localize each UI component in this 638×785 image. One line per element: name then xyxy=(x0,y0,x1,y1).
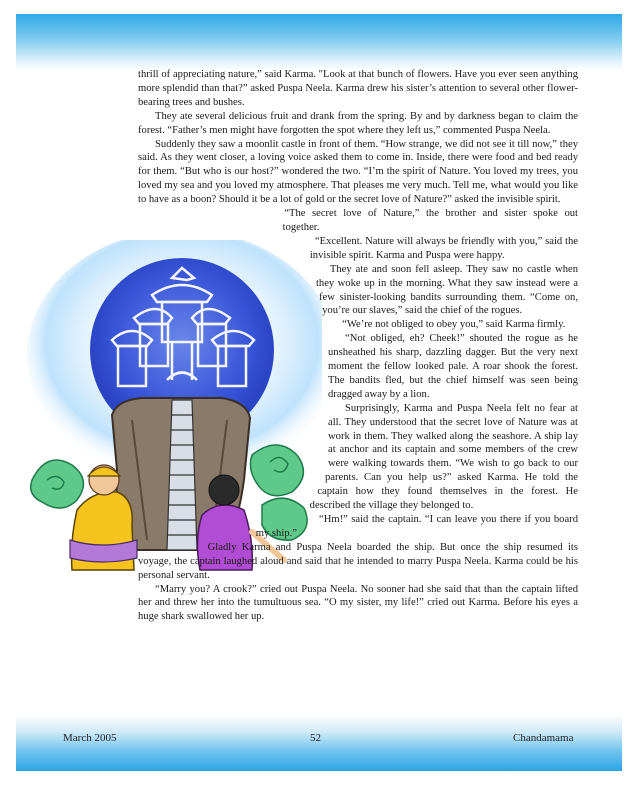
story-paragraph: “The secret love of Nature,” the brother and sister spoke out together. xyxy=(282,208,578,233)
story-paragraph: “We’re not obliged to obey you,” said Karma firmly. xyxy=(342,319,566,331)
story-paragraph: Gladly Karma and Puspa Neela boarded the ship. But once the ship resumed its voyage, the captain laughed aloud and said that he intended to marry Puspa Neela. Karma could be his personal servant. xyxy=(138,541,578,581)
footer-magazine-name: Chandamama xyxy=(513,732,574,744)
story-paragraph: “Hm!” said the captain. “I can leave you there if you board my ship.” xyxy=(255,514,578,539)
story-paragraph: They ate and soon fell asleep. They saw no castle when they woke up in the morning. What they saw instead were a few sinister-looking bandits surrounding them. “Come on, you’re our slaves,” said the chief of the rogues. xyxy=(315,263,578,317)
story-paragraph: They ate several delicious fruit and drank from the spring. By and by darkness began to claim the forest. “Father’s men might have forgotten the spot where they left us,” commented Puspa Neela. xyxy=(138,110,578,136)
top-decorative-band xyxy=(16,14,622,70)
story-paragraph: “Not obliged, eh? Cheek!” shouted the rogue as he unsheathed his sharp, dazzling dagger. But the very next moment the fellow looked pale. A roar shook the forest. The bandits fled, but the chief himself was seen being dragged away by a lion. xyxy=(328,333,578,400)
footer-date: March 2005 xyxy=(63,732,117,744)
story-paragraph: “Marry you? A crook?” cried out Puspa Neela. No sooner had she said that than the captain lifted her and threw her into the tumultuous sea. “O my sister, my life!” cried out Karma. Before his eyes a huge shark swallowed her up. xyxy=(138,583,578,623)
story-paragraph: thrill of appreciating nature,” said Karma. "Look at that bunch of flowers. Have you ever seen anything more splendid than that?” asked Puspa Neela. Karma drew his sister’s attention to several other flower-bearing trees and bushes. xyxy=(138,69,578,108)
story-paragraph: “Excellent. Nature will always be friendly with you,” said the invisible spirit. Karma and Puspa were happy. xyxy=(309,235,578,261)
story-paragraph: Suddenly they saw a moonlit castle in front of them. “How strange, we did not see it till now,” they said. As they went closer, a loving voice asked them to come in. Inside, there were food and bed ready for them. “But who is our host?” wondered the two. “I’m the spirit of Nature. You loved my trees, you loved my sea and you loved my atmosphere. That pleases me very much. Tell me, what would you like to have as a boon? Should it be a lot of gold or the secret love of Nature?” asked the invisible spirit. xyxy=(138,138,578,206)
footer-page-number: 52 xyxy=(310,732,321,744)
story-text xyxy=(138,68,578,624)
story-paragraph: Surprisingly, Karma and Puspa Neela felt no fear at all. They understood that the secret love of Nature was at work in them. They walked along the seashore. A ship lay at anchor and its captain and some members of the crew were walking towards them. “We wish to go back to our parents. Can you help us?” asked Karma. He told the captain how they found themselves in the forest. He described the village they belonged to. xyxy=(309,402,578,512)
illustration-wrap-spacer xyxy=(138,207,328,552)
